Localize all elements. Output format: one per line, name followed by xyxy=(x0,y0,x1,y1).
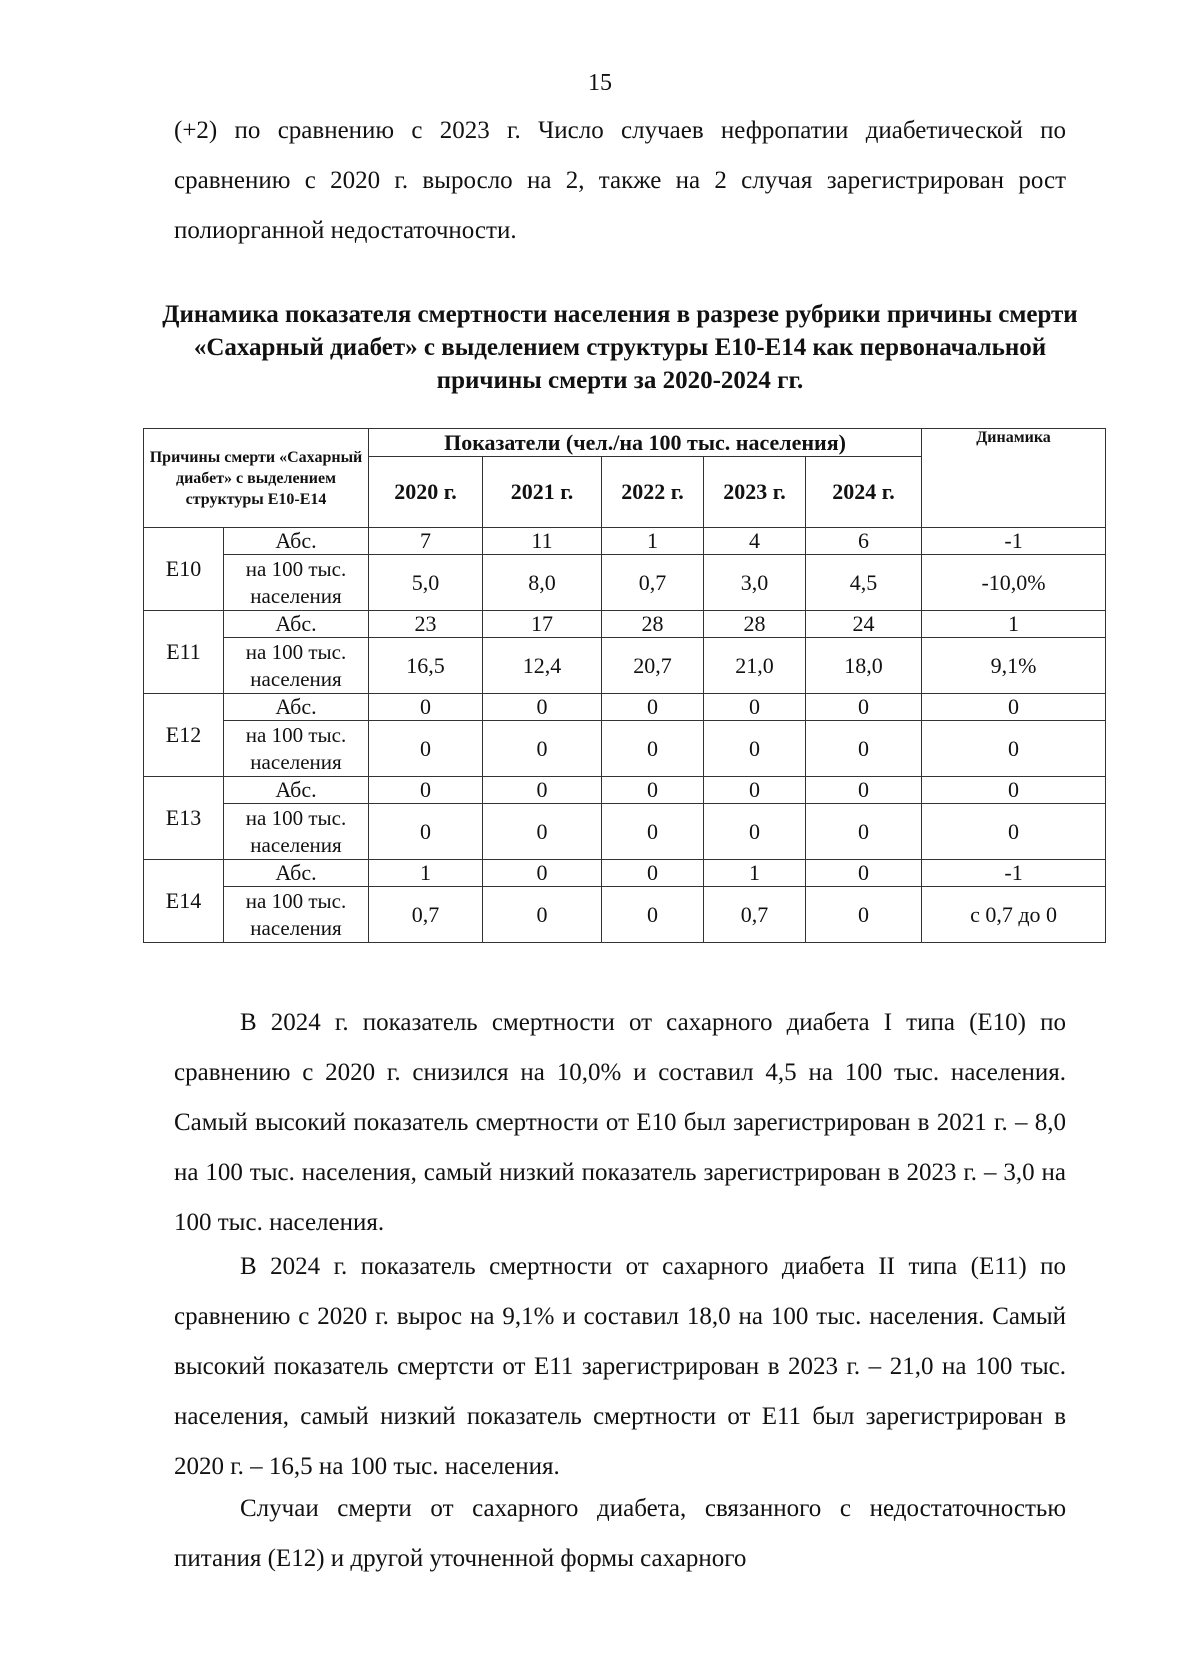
label-abs: Абс. xyxy=(224,860,369,887)
cell-abs: 0 xyxy=(704,777,806,804)
cell-rate: 0 xyxy=(806,804,922,860)
cell-abs: 0 xyxy=(602,777,704,804)
cell-abs: 0 xyxy=(602,860,704,887)
cell-rate: 5,0 xyxy=(369,555,483,611)
cell-rate: 0 xyxy=(483,721,602,777)
cell-abs: 1 xyxy=(602,528,704,555)
header-year: 2023 г. xyxy=(704,457,806,528)
label-rate: на 100 тыс. населения xyxy=(224,887,369,943)
label-rate: на 100 тыс. населения xyxy=(224,721,369,777)
cause-code: Е13 xyxy=(144,777,224,860)
cell-rate: 4,5 xyxy=(806,555,922,611)
header-year: 2024 г. xyxy=(806,457,922,528)
cause-code: Е12 xyxy=(144,694,224,777)
label-rate: на 100 тыс. населения xyxy=(224,638,369,694)
cause-code: Е14 xyxy=(144,860,224,943)
table-row-abs xyxy=(144,611,1106,638)
cell-rate: 0 xyxy=(806,887,922,943)
table-row-rate xyxy=(144,804,1106,860)
cell-rate: 0,7 xyxy=(369,887,483,943)
table-row-rate xyxy=(144,638,1106,694)
cell-rate: 0 xyxy=(704,804,806,860)
cell-rate: 3,0 xyxy=(704,555,806,611)
cell-abs: 1 xyxy=(369,860,483,887)
paragraph-e12-e13: Случаи смерти от сахарного диабета, связанного с недостаточностью питания (Е12) и другой уточненной формы сахарного xyxy=(174,1495,1066,1572)
cell-rate: 18,0 xyxy=(806,638,922,694)
cell-abs: 1 xyxy=(704,860,806,887)
table-row-abs xyxy=(144,777,1106,804)
cell-rate: 21,0 xyxy=(704,638,806,694)
cell-abs: 28 xyxy=(602,611,704,638)
cell-rate: 0 xyxy=(369,721,483,777)
cell-rate: 0 xyxy=(704,721,806,777)
table-body xyxy=(144,528,1106,943)
paragraph-e10: В 2024 г. показатель смертности от сахарного диабета I типа (Е10) по сравнению с 2020 г. снизился на 10,0% и составил 4,5 на 100 тыс. населения. Самый высокий показатель смертности от Е10 был зарегистрирован в 2021 г. – 8,0 на 100 тыс. населения, самый низкий показатель зарегистрирован в 2023 г. – 3,0 на 100 тыс. населения. xyxy=(174,1009,1066,1236)
table-row-abs xyxy=(144,860,1106,887)
cell-rate: 0,7 xyxy=(602,555,704,611)
cell-rate: 0 xyxy=(602,721,704,777)
table-row-abs xyxy=(144,694,1106,721)
cell-abs-dynamics: 0 xyxy=(922,694,1106,721)
cell-abs: 0 xyxy=(806,860,922,887)
cell-abs: 0 xyxy=(806,694,922,721)
cell-abs-dynamics: 1 xyxy=(922,611,1106,638)
cell-rate: 20,7 xyxy=(602,638,704,694)
cell-abs-dynamics: 0 xyxy=(922,777,1106,804)
label-abs: Абс. xyxy=(224,694,369,721)
cell-abs: 0 xyxy=(483,860,602,887)
cell-rate: 0 xyxy=(806,721,922,777)
cell-abs: 0 xyxy=(483,694,602,721)
cell-abs: 0 xyxy=(483,777,602,804)
header-dynamics: Динамика xyxy=(922,429,1106,528)
cell-rate-dynamics: 9,1% xyxy=(922,638,1106,694)
cell-abs: 0 xyxy=(602,694,704,721)
cell-abs-dynamics: -1 xyxy=(922,528,1106,555)
mortality-table xyxy=(143,428,1106,943)
cell-abs: 28 xyxy=(704,611,806,638)
cell-rate: 0 xyxy=(602,887,704,943)
cell-rate: 8,0 xyxy=(483,555,602,611)
label-rate: на 100 тыс. населения xyxy=(224,555,369,611)
cell-rate: 12,4 xyxy=(483,638,602,694)
cell-abs: 6 xyxy=(806,528,922,555)
cell-abs: 11 xyxy=(483,528,602,555)
cell-rate: 0 xyxy=(483,887,602,943)
cell-abs: 4 xyxy=(704,528,806,555)
label-rate: на 100 тыс. населения xyxy=(224,804,369,860)
header-cause: Причины смерти «Сахарный диабет» с выделением структуры Е10-Е14 xyxy=(144,429,369,528)
label-abs: Абс. xyxy=(224,611,369,638)
cell-abs: 0 xyxy=(806,777,922,804)
header-year: 2020 г. xyxy=(369,457,483,528)
cell-abs: 24 xyxy=(806,611,922,638)
cell-rate: 16,5 xyxy=(369,638,483,694)
label-abs: Абс. xyxy=(224,777,369,804)
cell-abs: 7 xyxy=(369,528,483,555)
cell-rate-dynamics: с 0,7 до 0 xyxy=(922,887,1106,943)
table-row-rate xyxy=(144,555,1106,611)
header-year: 2022 г. xyxy=(602,457,704,528)
cell-rate: 0 xyxy=(602,804,704,860)
cell-abs: 17 xyxy=(483,611,602,638)
table-title: Динамика показателя смертности населения в разрезе рубрики причины смерти «Сахарный диабет» с выделением структуры Е10-Е14 как первоначальной причины смерти за 2020-2024 гг. xyxy=(162,301,1078,394)
cell-rate: 0 xyxy=(483,804,602,860)
cell-abs: 23 xyxy=(369,611,483,638)
cause-code: Е11 xyxy=(144,611,224,694)
cell-rate-dynamics: 0 xyxy=(922,721,1106,777)
cell-rate: 0,7 xyxy=(704,887,806,943)
cell-rate: 0 xyxy=(369,804,483,860)
table-row-abs xyxy=(144,528,1106,555)
cell-rate-dynamics: 0 xyxy=(922,804,1106,860)
label-abs: Абс. xyxy=(224,528,369,555)
cause-code: Е10 xyxy=(144,528,224,611)
paragraph-e11: В 2024 г. показатель смертности от сахарного диабета II типа (Е11) по сравнению с 2020 г. вырос на 9,1% и составил 18,0 на 100 тыс. населения. Самый высокий показатель смертсти от Е11 зарегистрирован в 2023 г. – 21,0 на 100 тыс. населения, самый низкий показатель смертности от Е11 был зарегистрирован в 2020 г. – 16,5 на 100 тыс. населения. xyxy=(174,1253,1066,1480)
cell-abs-dynamics: -1 xyxy=(922,860,1106,887)
cell-rate-dynamics: -10,0% xyxy=(922,555,1106,611)
cell-abs: 0 xyxy=(704,694,806,721)
cell-abs: 0 xyxy=(369,777,483,804)
header-year: 2021 г. xyxy=(483,457,602,528)
table-row-rate xyxy=(144,721,1106,777)
paragraph-top: (+2) по сравнению с 2023 г. Число случаев нефропатии диабетической по сравнению с 2020 г. выросло на 2, также на 2 случая зарегистрирован рост полиорганной недостаточности. xyxy=(174,117,1066,244)
page-number: 15 xyxy=(588,70,612,96)
header-indicators: Показатели (чел./на 100 тыс. населения) xyxy=(369,429,922,457)
table-row-rate xyxy=(144,887,1106,943)
cell-abs: 0 xyxy=(369,694,483,721)
